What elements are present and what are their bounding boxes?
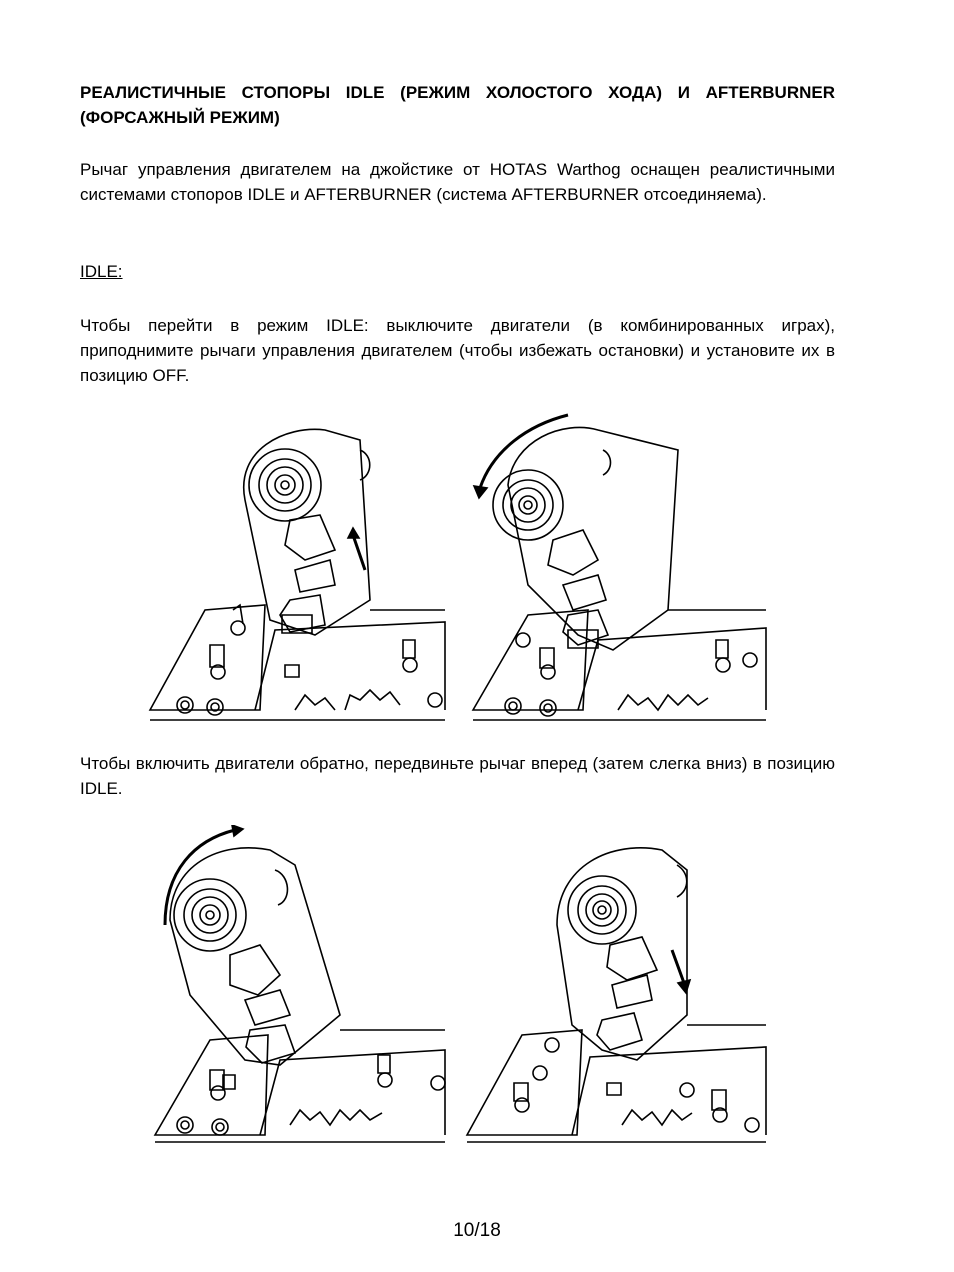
illustration-rotate-forward [150,825,450,1143]
idle-subheading: IDLE: [80,262,123,281]
section-heading: РЕАЛИСТИЧНЫЕ СТОПОРЫ IDLE (РЕЖИМ ХОЛОСТОГО ХОДА) И AFTERBURNER (ФОРСАЖНЫЙ РЕЖИМ) [80,83,835,127]
illustration-rotate-back [468,410,768,722]
page-number: 10/18 [453,1220,501,1241]
idle-paragraph: Чтобы перейти в режим IDLE: выключите двигатели (в комбинированных играх), приподнимите рычаги управления двигателем (чтобы избежать остановки) и установите их в позицию OFF. [80,316,835,385]
restart-paragraph: Чтобы включить двигатели обратно, передвиньте рычаг вперед (затем слегка вниз) в позицию IDLE. [80,754,835,798]
illustration-push-down [462,825,768,1143]
intro-paragraph: Рычаг управления двигателем на джойстике от HOTAS Warthog оснащен реалистичными системами стопоров IDLE и AFTERBURNER (система AFTERBURNER отсоединяема). [80,160,835,204]
illustration-lift-lever [145,410,450,722]
